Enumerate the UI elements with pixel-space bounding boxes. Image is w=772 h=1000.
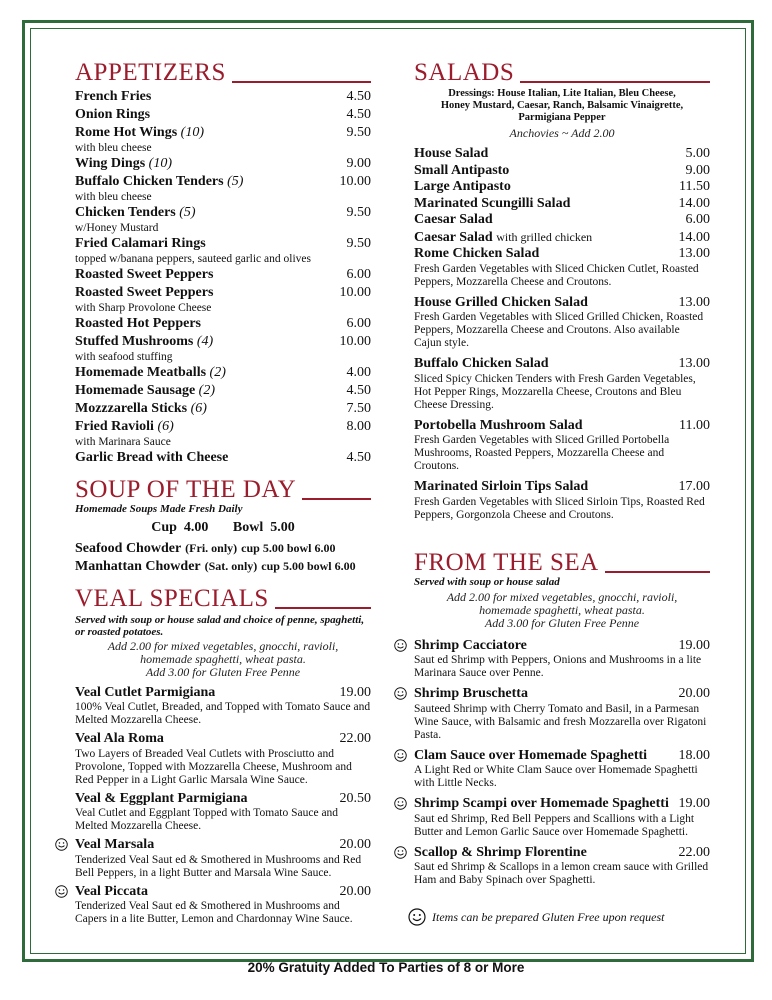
salad-item [414, 196, 710, 213]
soup-subtitle: Homemade Soups Made Fresh Daily [75, 502, 243, 515]
item-price: 20.00 [678, 686, 710, 701]
sea-heading: FROM THE SEA [414, 548, 710, 576]
item-name: Veal Cutlet Parmigiana [75, 684, 216, 700]
item-price: 13.00 [678, 246, 710, 261]
item-price: 18.00 [678, 747, 710, 763]
item-price: 19.00 [339, 684, 371, 700]
soup-prices: Cup 4.00 Bowl 5.00 [151, 519, 295, 535]
item-price: 17.00 [678, 479, 710, 494]
item-price: 7.50 [346, 401, 371, 416]
smiley-icon [394, 749, 407, 762]
salad-item [414, 418, 710, 474]
item-price: 13.00 [678, 356, 710, 371]
item-name: Veal & Eggplant Parmigiana [75, 790, 248, 806]
item-qty: (2) [209, 365, 226, 380]
item-qty: (6) [157, 419, 174, 434]
item-price: 9.50 [346, 125, 371, 140]
appetizer-item [75, 156, 371, 173]
appetizer-item [75, 89, 371, 106]
item-description: 100% Veal Cutlet, Breaded, and Topped with Tomato Sauce and Melted Mozzarella Cheese. [75, 701, 371, 726]
sea-item [414, 748, 710, 791]
item-description: with bleu cheese [75, 190, 152, 203]
veal-heading: VEAL SPECIALS [75, 584, 371, 612]
item-description: with Marinara Sauce [75, 435, 171, 448]
salad-item [414, 246, 710, 289]
appetizers-heading: APPETIZERS [75, 58, 371, 86]
salad-item [414, 179, 710, 196]
sea-item [414, 638, 710, 681]
item-description: Tenderized Veal Saut ed & Smothered in Mushrooms and Red Bell Peppers, in a light Butter and Marsala Wine Sauce. [75, 853, 362, 879]
item-description: with Sharp Provolone Cheese [75, 301, 212, 314]
item-name: Caesar Salad [414, 212, 493, 227]
item-name: House Salad [414, 146, 489, 161]
smiley-icon [394, 687, 407, 700]
item-qty: (10) [148, 156, 172, 171]
item-name: Shrimp Cacciatore [414, 637, 527, 653]
sea-addon-note: Add 2.00 for mixed vegetables, gnocchi, ravioli, homemade spaghetti, wheat pasta. [446, 589, 678, 617]
item-price: 14.00 [678, 195, 710, 211]
veal-addon-note: Add 2.00 for mixed vegetables, gnocchi, ravioli, homemade spaghetti, wheat pasta. [107, 638, 339, 666]
item-price: 6.00 [685, 212, 710, 227]
item-description: Sliced Spicy Chicken Tenders with Fresh Garden Vegetables, Hot Pepper Rings, Mozzarella Cheese, Croutons and Bleu Cheese Dressing. [414, 372, 696, 411]
item-price: 8.00 [346, 419, 371, 434]
item-price: 14.00 [678, 229, 710, 245]
item-price: 9.00 [685, 162, 710, 178]
veal-item [75, 731, 371, 787]
item-name: Shrimp Scampi over Homemade Spaghetti [414, 796, 669, 811]
soup-heading: SOUP OF THE DAY [75, 475, 371, 503]
item-price: 4.50 [346, 450, 371, 465]
item-description: Fresh Garden Vegetables with Sliced Grilled Chicken, Roasted Peppers, Mozzarella Cheese and Croutons. Also available Cajun style. [414, 311, 704, 349]
item-name: Buffalo Chicken Salad [414, 356, 549, 371]
appetizer-item [75, 365, 371, 382]
salad-item [414, 479, 710, 522]
salad-detailed-list [414, 246, 710, 522]
item-name: Mozzzarella Sticks [75, 401, 188, 416]
sea-list [414, 638, 710, 888]
appetizer-item [75, 383, 371, 400]
appetizer-list [75, 89, 371, 467]
item-name: Wing Dings [75, 156, 146, 171]
left-column [75, 58, 371, 926]
item-description: Saut ed Shrimp with Peppers, Onions and Mushrooms in a lite Marinara Sauce over Penne. [414, 654, 702, 679]
item-name: Stuffed Mushrooms [75, 334, 194, 349]
item-name: House Grilled Chicken Salad [414, 294, 588, 310]
item-price: 10.00 [339, 334, 371, 349]
item-price: 11.00 [679, 417, 710, 433]
sea-subtitle: Served with soup or house salad [414, 575, 560, 588]
item-name: French Fries [75, 89, 152, 104]
item-price: 9.50 [346, 205, 371, 220]
salad-item [414, 212, 710, 229]
item-name: Marinated Scungilli Salad [414, 195, 571, 211]
item-price: 13.00 [678, 294, 710, 310]
item-name: Garlic Bread with Cheese [75, 450, 229, 465]
item-name: Portobella Mushroom Salad [414, 417, 583, 433]
item-name: Caesar Salad [414, 229, 493, 245]
item-price: 22.00 [339, 731, 371, 746]
sea-item [414, 796, 710, 839]
appetizer-item [75, 285, 371, 315]
item-qty: (4) [196, 334, 214, 349]
item-qty: (5) [179, 205, 196, 220]
item-name: Roasted Sweet Peppers [75, 267, 214, 282]
veal-item [75, 884, 371, 927]
item-price: 6.00 [346, 316, 371, 331]
item-price: 4.50 [346, 89, 371, 104]
salad-item [414, 146, 710, 163]
item-description: topped w/banana peppers, sauteed garlic and olives [75, 252, 311, 265]
chowder-seafood: Seafood Chowder (Fri. only) cup 5.00 bowl 6.00 [75, 540, 336, 556]
appetizer-item [75, 401, 371, 418]
item-name: Shrimp Bruschetta [414, 686, 528, 701]
item-price: 4.00 [346, 365, 371, 380]
anchovies-note: Anchovies ~ Add 2.00 [509, 126, 615, 140]
right-column [414, 58, 710, 887]
item-name: Rome Hot Wings [75, 125, 178, 140]
item-name: Buffalo Chicken Tenders [75, 174, 224, 189]
salads-heading: SALADS [414, 58, 710, 86]
gluten-free-note: Items can be prepared Gluten Free upon request [408, 908, 708, 926]
item-price: 4.50 [346, 383, 371, 398]
smiley-icon [394, 639, 407, 652]
item-price: 10.00 [339, 285, 371, 300]
item-name: Scallop & Shrimp Florentine [414, 844, 587, 860]
item-description: with seafood stuffing [75, 350, 173, 363]
item-description: Two Layers of Breaded Veal Cutlets with Prosciutto and Provolone, Topped with Mozzarella Cheese, Mushroom and Red Pepper in a Light Garlic Marsala Wine Sauce. [75, 747, 352, 786]
item-description: Fresh Garden Vegetables with Sliced Sirloin Tips, Roasted Red Peppers, Gorgonzola Cheese and Croutons. [414, 495, 705, 521]
item-description: Saut ed Shrimp, Red Bell Peppers and Scallions with a Light Butter and Lemon Garlic Sauce over Homemade Spaghetti. [414, 812, 695, 838]
item-description: Fresh Garden Vegetables with Sliced Chicken Cutlet, Roasted Peppers, Mozzarella Cheese and Croutons. [414, 262, 699, 288]
appetizer-item [75, 316, 371, 333]
item-name: Homemade Meatballs [75, 365, 207, 380]
item-price: 4.50 [346, 107, 371, 122]
item-price: 20.50 [339, 790, 371, 806]
item-description: w/Honey Mustard [75, 221, 159, 234]
item-price: 6.00 [346, 267, 371, 282]
gratuity-footer: 20% Gratuity Added To Parties of 8 or More [247, 960, 525, 975]
item-price: 11.50 [679, 179, 710, 194]
item-description: Saut ed Shrimp & Scallops in a lemon cream sauce with Grilled Ham and Baby Spinach over Spaghetti. [414, 861, 709, 886]
item-name: Homemade Sausage [75, 383, 196, 398]
item-price: 20.00 [339, 883, 371, 899]
appetizer-item [75, 419, 371, 449]
smiley-icon [394, 797, 407, 810]
veal-item [75, 685, 371, 728]
veal-gf-note: Add 3.00 for Gluten Free Penne [145, 664, 301, 679]
item-description: Veal Cutlet and Eggplant Topped with Tomato Sauce and Melted Mozzarella Cheese. [75, 807, 339, 832]
item-qty: (5) [227, 174, 244, 189]
item-name: Chicken Tenders [75, 205, 176, 220]
smiley-icon [55, 885, 68, 898]
item-description: with bleu cheese [75, 141, 152, 154]
appetizer-item [75, 450, 371, 467]
appetizer-item [75, 267, 371, 284]
salad-item [414, 356, 710, 412]
item-name: Large Antipasto [414, 179, 511, 194]
veal-subtitle: Served with soup or house salad and choice of penne, spaghetti, or roasted potatoes. [75, 613, 365, 638]
item-qty: (10) [180, 125, 204, 140]
smiley-icon [408, 908, 426, 926]
item-price: 10.00 [339, 174, 371, 189]
item-price: 9.50 [346, 236, 371, 251]
smiley-icon [394, 846, 407, 859]
item-price: 9.00 [346, 156, 371, 171]
veal-item [75, 837, 371, 880]
item-name: Marinated Sirloin Tips Salad [414, 479, 589, 494]
sea-item [414, 845, 710, 888]
salad-simple-list [414, 146, 710, 246]
salad-item [414, 163, 710, 180]
item-qty: (2) [198, 383, 215, 398]
dressings-list: Dressings: House Italian, Lite Italian, Bleu Cheese, Honey Mustard, Caesar, Ranch, Balsamic Vinaigrette, Parmigiana Pepper [440, 88, 684, 123]
appetizer-item [75, 205, 371, 235]
appetizer-item [75, 334, 371, 364]
item-name: Roasted Hot Peppers [75, 316, 201, 331]
sea-gf-note: Add 3.00 for Gluten Free Penne [484, 615, 640, 630]
sea-item [414, 686, 710, 742]
appetizer-item [75, 174, 371, 204]
appetizer-item [75, 125, 371, 155]
item-name: Veal Piccata [75, 883, 148, 899]
item-qty: (6) [190, 401, 207, 416]
item-name: Onion Rings [75, 107, 151, 122]
item-price: 5.00 [685, 146, 710, 161]
item-price: 20.00 [339, 837, 371, 852]
item-price: 19.00 [678, 637, 710, 653]
item-name: Veal Marsala [75, 837, 155, 852]
smiley-icon [55, 838, 68, 851]
item-extra: with grilled chicken [496, 229, 593, 244]
item-name: Rome Chicken Salad [414, 246, 540, 261]
item-name: Roasted Sweet Peppers [75, 285, 214, 300]
salad-item [414, 229, 710, 247]
veal-list [75, 685, 371, 927]
item-description: Fresh Garden Vegetables with Sliced Grilled Portobella Mushrooms, Roasted Peppers, Mozzarella Cheese and Croutons. [414, 434, 670, 472]
salad-item [414, 295, 710, 351]
veal-item [75, 791, 371, 834]
item-name: Fried Ravioli [75, 419, 154, 434]
item-description: Tenderized Veal Saut ed & Smothered in Mushrooms and Capers in a lite Butter, Lemon and Chardonnay Wine Sauce. [75, 900, 353, 925]
item-name: Veal Ala Roma [75, 731, 164, 746]
item-price: 22.00 [678, 844, 710, 860]
item-name: Fried Calamari Rings [75, 236, 206, 251]
appetizer-item [75, 236, 371, 266]
chowder-manhattan: Manhattan Chowder (Sat. only) cup 5.00 bowl 6.00 [75, 558, 356, 574]
item-price: 19.00 [678, 796, 710, 811]
item-name: Small Antipasto [414, 162, 510, 178]
item-description: Sauteed Shrimp with Cherry Tomato and Basil, in a Parmesan Wine Sauce, with Balsamic and fresh Mozzarella over Rigatoni Pasta. [414, 702, 707, 741]
appetizer-item [75, 107, 371, 124]
item-description: A Light Red or White Clam Sauce over Homemade Spaghetti with Little Necks. [414, 764, 698, 789]
item-name: Clam Sauce over Homemade Spaghetti [414, 747, 648, 763]
